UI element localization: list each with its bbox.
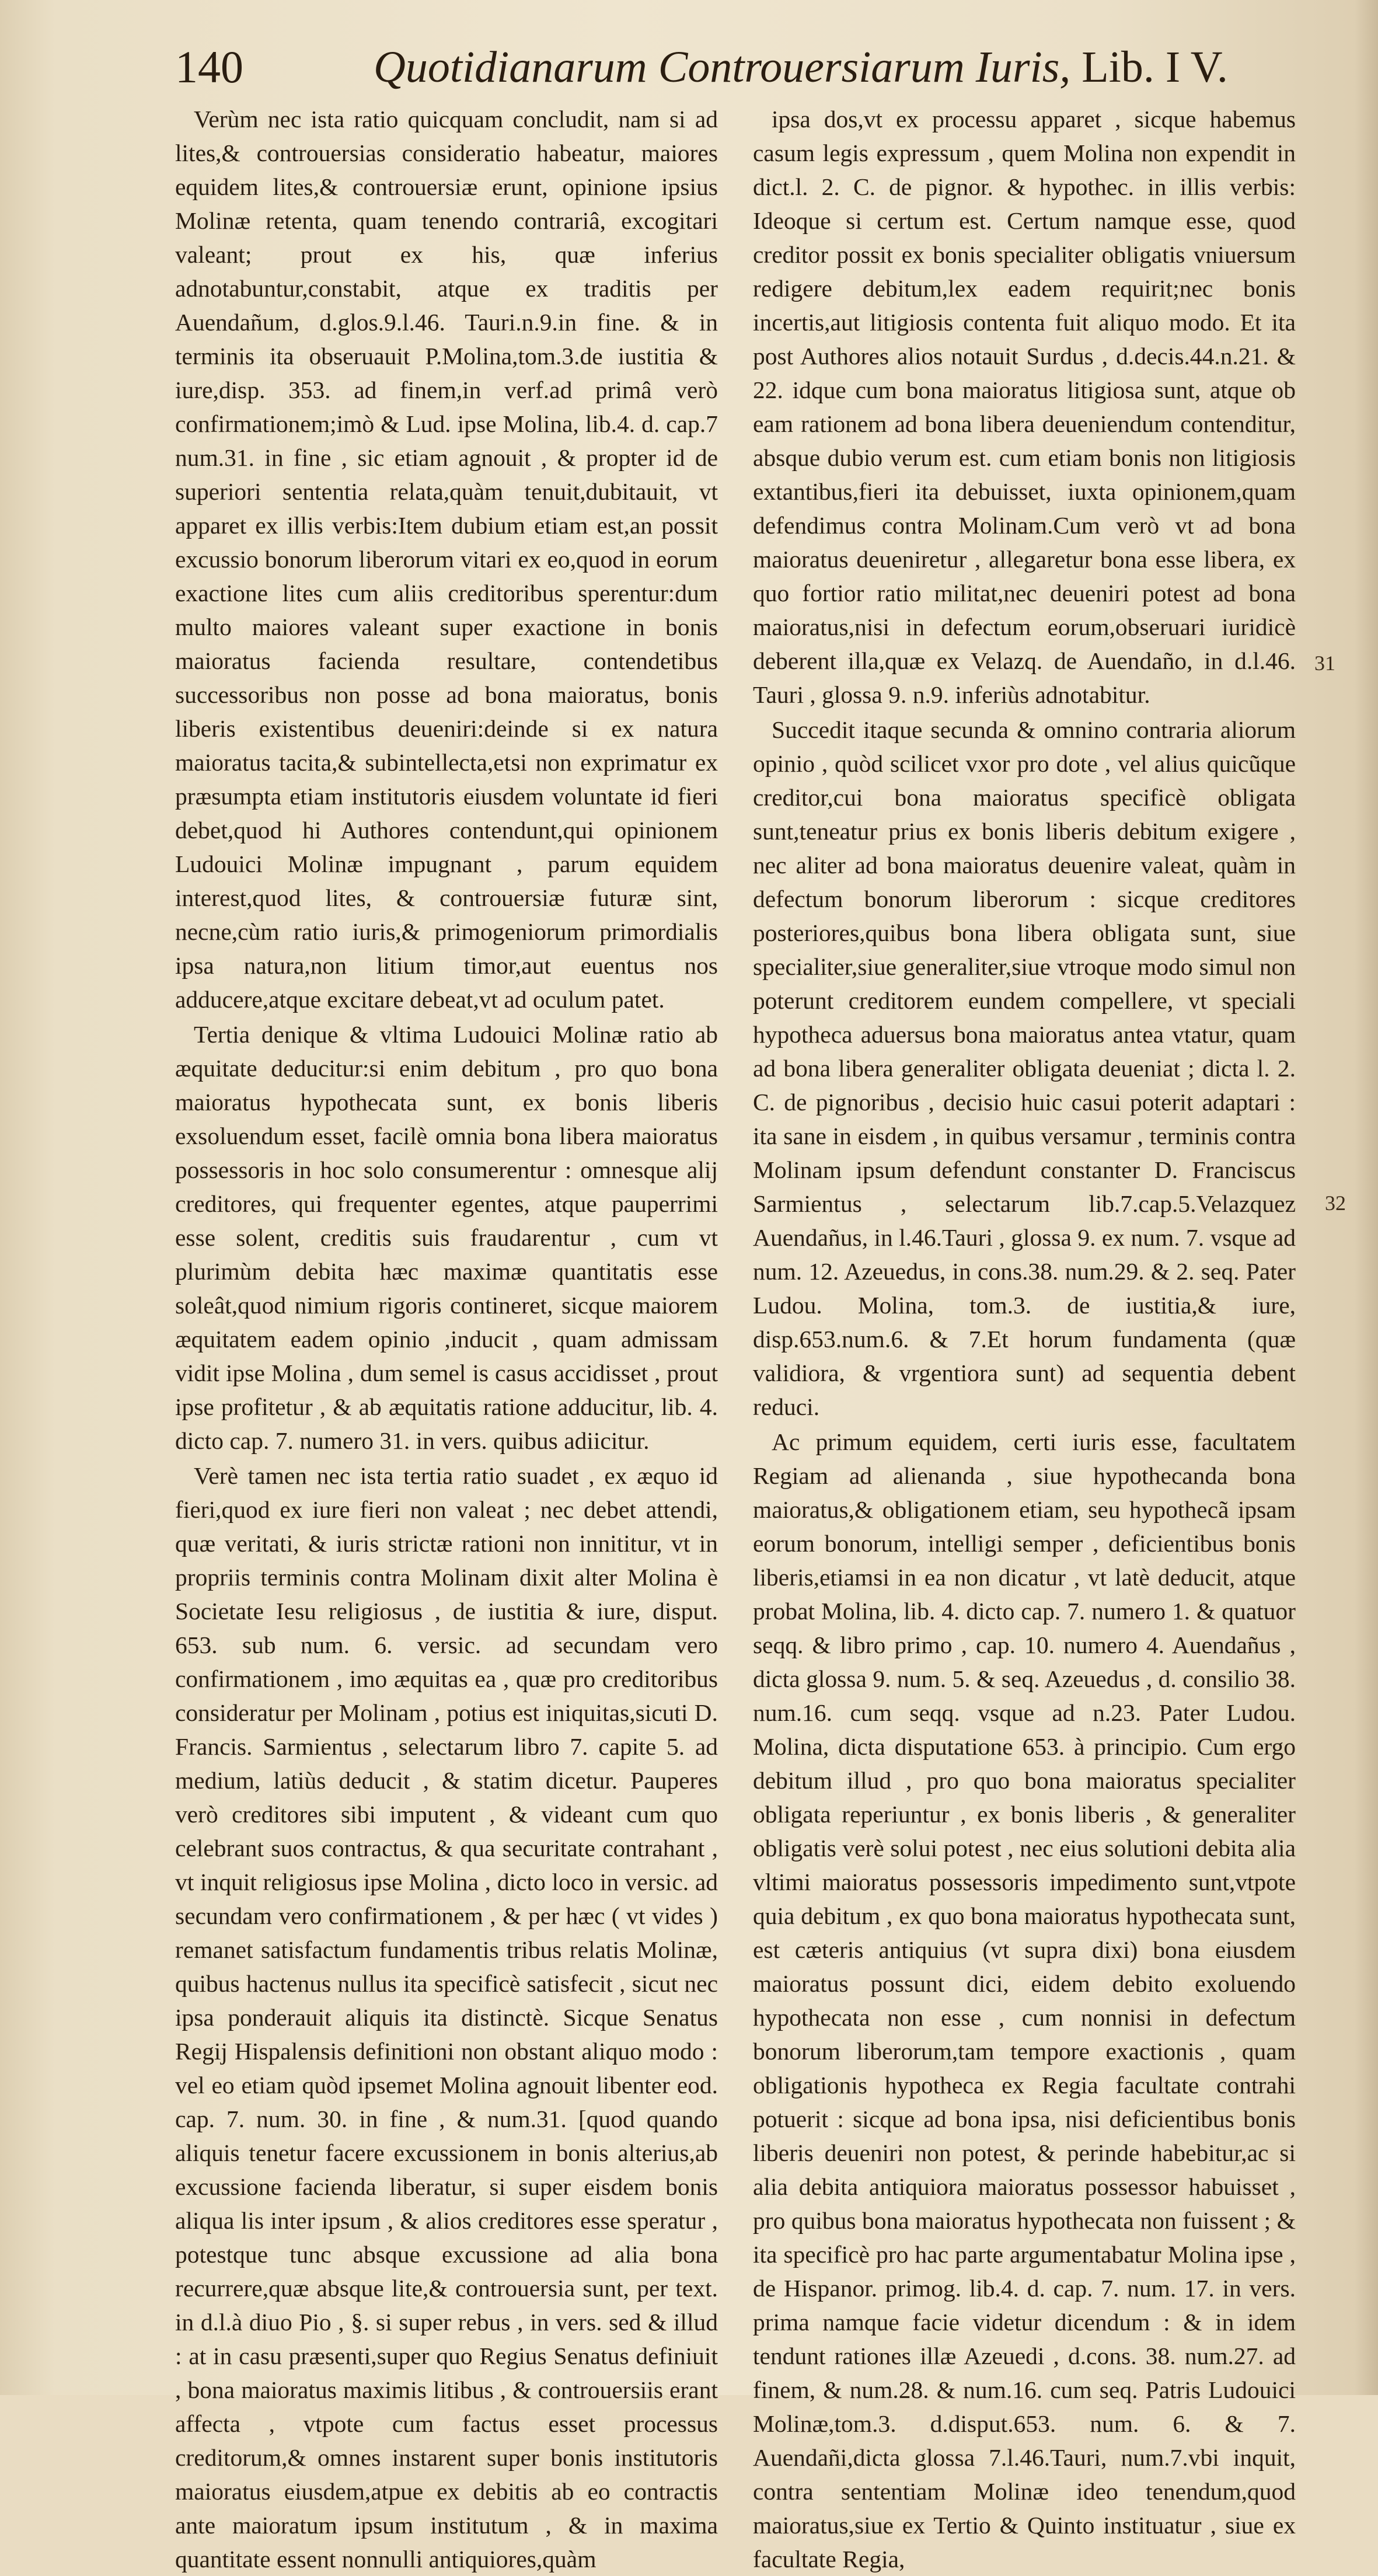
page-number: 140 — [175, 41, 243, 92]
paragraph: Tertia denique & vltima Ludouici Molinæ ratio ab æquitate deducitur:si enim debitum , pro quo bona maioratus hypothecata sunt, ex bonis liberis exsoluendum esset, facilè omnia bona libera maioratus possessoris in hoc solo consumerentur : omnesque alij creditores, qui frequenter egentes, atque pauperrimi esse solent, creditis suis fraudarentur , cum vt plurimùm debita hæc maximæ quantitatis esse soleât,quod nimium rigoris contineret, sicque maiorem æquitatem eadem opinio ,inducit , quam admissam vidit ipse Molina , dum semel is casus accidisset , prout ipse profitetur , & ab æquitatis ratione adducitur, lib. 4. dicto cap. 7. numero 31. in vers. quibus adiicitur. — [175, 1021, 718, 1454]
paragraph: Succedit itaque secunda & omnino contraria aliorum opinio , quòd scilicet vxor pro dote , vel alius quicũque creditor,cui bona maioratus specificè obligata sunt,teneatur prius ex bonis liberis debitum exigere , nec aliter ad bona maioratus deuenire valeat, quàm in defectum bonorum liberorum : sicque creditores posteriores,quibus bona libera obligata sunt, siue specialiter,siue generaliter,siue vtroque modo simul non poterunt creditorem eundem compellere, vt speciali hypotheca aduersus bona maioratus antea vtatur, quam ad bona libera generaliter obligata deueniat ; dicta l. 2. C. de pignoribus , decisio huic casui poterit adaptari : ita sane in eisdem , in quibus versamur , terminis contra Molinam ipsum defendunt constanter D. Franciscus Sarmientus , selectarum lib.7.cap.5.Velazquez Auendañus, in l.46.Tauri , glossa 9. ex num. 7. vsque ad num. 12. Azeuedus, in cons.38. num.29. & 2. seq. Pater Ludou. Molina, tom.3. de iustitia,& iure, disp.653.num.6. & 7.Et horum fundamenta (quæ validiora, & vrgentiora sunt) ad sequentia debent reduci. — [753, 716, 1296, 1420]
page-edge-shadow — [1355, 0, 1378, 2395]
right-column — [753, 102, 1296, 2576]
running-title-book: Lib. I V. — [1082, 43, 1228, 92]
paragraph: Verè tamen nec ista tertia ratio suadet , ex æquo id fieri,quod ex iure fieri non valeat ; nec debet attendi, quæ veritati, & iuris strictæ rationi non innititur, vt in propriis terminis contra Molinam dixit alter Molina è Societate Iesu religiosus , de iustitia & iure, disput. 653. sub num. 6. versic. ad secundam vero confirmationem , imo æquitas ea , quæ pro creditoribus consideratur per Molinam , potius est iniquitas,sicuti D. Francis. Sarmientus , selectarum libro 7. capite 5. ad medium, latiùs deducit , & statim dicetur. Pauperes verò creditores sibi imputent , & videant cum quo celebrant suos contractus, & qua securitate contrahant , vt inquit religiosus ipse Molina , dicto loco in versic. ad secundam vero confirmationem , & per hæc ( vt vides ) remanet satisfactum fundamentis tribus relatis Molinæ, quibus hactenus nullus ita specificè satisfecit , sicut nec ipsa ponderauit aliquis ita distinctè. Sicque Senatus Regij Hispalensis definitioni non obstant aliquo modo : vel eo etiam quòd ipsemet Molina agnouit libenter eod. cap. 7. num. 30. in fine , & num.31. [quod quando aliquis tenetur facere excussionem in bonis alterius,ab excussione facienda liberatur, si super eisdem bonis aliqua lis inter ipsum , & alios creditores esse speratur , potestque tunc absque excussione ad alia bona recurrere,quæ absque lite,& controuersia sunt, per text. in d.l.à diuo Pio , §. si super rebus , in vers. sed & illud : at in casu præsenti,super quo Regius Senatus definiuit , bona maioratus maximis litibus , & controuersiis erant affecta , vtpote cum factus esset processus creditorum,& omnes instarent super bonis institutoris maioratus eiusdem,atpue ex debitis ab eo contractis ante maioratum ipsum institutum , & in maxima quantitate essent nonnulli antiquiores,quàm — [175, 1462, 718, 2572]
margin-note-31: 31 — [1314, 651, 1335, 675]
margin-note-32: 32 — [1325, 1191, 1346, 1215]
left-column — [175, 102, 718, 2576]
paragraph: Ac primum equidem, certi iuris esse, facultatem Regiam ad alienanda , siue hypothecanda bona maioratus,& obligationem etiam, seu hypothecã ipsam eorum bonorum, intelligi semper , deficientibus bonis liberis,etiamsi in ea non dicatur , vt latè deducit, atque probat Molina, lib. 4. dicto cap. 7. numero 1. & quatuor seqq. & libro primo , cap. 10. numero 4. Auendañus , dicta glossa 9. num. 5. & seq. Azeuedus , d. consilio 38. num.16. cum seqq. vsque ad n.23. Pater Ludou. Molina, dicta disputatione 653. à principio. Cum ergo debitum illud , pro quo bona maioratus specialiter obligata reperiuntur , ex bonis liberis , & generaliter obligatis verè solui potest , nec eius solutioni debita alia vltimi maioratus possessoris impedimento sunt,vtpote quia debitum , ex quo bona maioratus hypothecata sunt, est cæteris antiquius (vt supra dixi) bona eiusdem maioratus possunt dici, eidem debito exoluendo hypothecata non esse , cum nonnisi in defectum bonorum liberorum,tam tempore exactionis , quam obligationis hypotheca ex Regia facultate contrahi potuerit : sicque ad bona ipsa, nisi deficientibus bonis liberis deueniri non potest, & perinde habebitur,ac si alia debita antiquiora maioratus possessor habuisset , pro quibus bona maioratus hypothecata non fuissent ; & ita specificè pro hac parte argumentabatur Molina ipse , de Hispanor. primog. lib.4. d. cap. 7. num. 17. in vers. prima namque facie videtur dicendum : & in idem tendunt rationes illæ Azeuedi , d.cons. 38. num.27. ad finem, & num.28. & num.16. cum seq. Patris Ludouici Molinæ,tom.3. d.disput.653. num. 6. & 7. Auendañi,dicta glossa 7.l.46.Tauri, num.7.vbi inquit, contra sententiam Molinæ ideo tenendum,quod maioratus,siue ex Tertio & Quinto instituatur , siue ex facultate Regia, — [753, 1428, 1296, 2572]
paragraph: ipsa dos,vt ex processu apparet , sicque habemus casum legis expressum , quem Molina non expendit in dict.l. 2. C. de pignor. & hypothec. in illis verbis: Ideoque si certum est. Certum namque esse, quod creditor possit ex bonis specialiter obligatis vniuersum redigere debitum,lex eadem requirit;nec bonis incertis,aut litigiosis contenta fuit aliquo modo. Et ita post Authores alios notauit Surdus , d.decis.44.n.21. & 22. idque cum bona maioratus litigiosa sunt, atque ob eam rationem ad bona libera deueniendum contenditur, absque dubio verum est. cum etiam bonis non litigiosis extantibus,fieri ita debuisset, iuxta opinionem,quam defendimus contra Molinam.Cum verò vt ad bona maioratus deueniretur , allegaretur bona esse libera, ex quo fortior ratio militat,nec deueniri potest ad bona maioratus,nisi in defectum eorum,obseruari iuridicè deberent illa,quæ ex Velazq. de Auendaño, in d.l.46. Tauri , glossa 9. n.9. inferiùs adnotabitur. — [753, 106, 1296, 708]
running-title-text: Quotidianarum Controuersiarum Iuris, — [374, 43, 1071, 92]
running-header — [175, 35, 1228, 105]
running-title — [374, 35, 1228, 99]
paragraph: Verùm nec ista ratio quicquam concludit, nam si ad lites,& controuersias consideratio habeatur, maiores equidem lites,& controuersiæ erunt, opinione ipsius Molinæ retenta, quam tenendo contrariâ, excogitari valeant; prout ex his, quæ inferius adnotabuntur,constabit, atque ex traditis per Auendañum, d.glos.9.l.46. Tauri.n.9.in fine. & in terminis ita obseruauit P.Molina,tom.3.de iustitia & iure,disp. 353. ad finem,in verf.ad primâ verò confirmationem;imò & Lud. ipse Molina, lib.4. d. cap.7 num.31. in fine , sic etiam agnouit , & propter id de superiori sententia relata,quàm tenuit,dubitauit, vt apparet ex illis verbis:Item dubium etiam est,an possit excussio bonorum liberorum vitari ex eo,quod in eorum exactione lites cum aliis creditoribus sperentur:dum multo maiores valeant super exactione in bonis maioratus facienda resultare, contendetibus successoribus non posse ad bona maioratus, bonis liberis existentibus deueniri:deinde si ex natura maioratus tacita,& subintellecta,etsi non exprimatur ex præsumpta etiam institutoris eiusdem voluntate id fieri debet,quod hi Authores contendunt,qui opinionem Ludouici Molinæ impugnant , parum equidem interest,quod lites, & controuersiæ futuræ sint, necne,cùm ratio iuris,& primogeniorum primordialis ipsa natura,non litium timor,aut euentus nos adducere,atque excitare debeat,vt ad oculum patet. — [175, 106, 718, 1013]
